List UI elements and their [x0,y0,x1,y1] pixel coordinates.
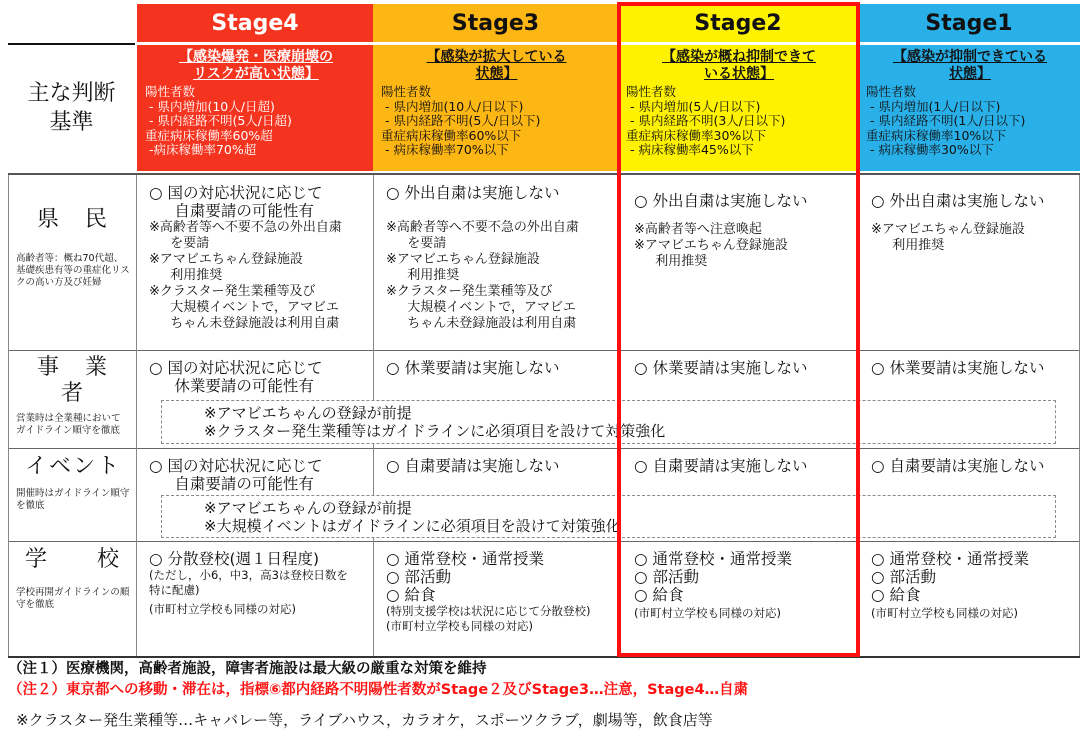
stage3-criteria: 【感染が拡大している 状態】 陽性者数 - 県内増加(10人/日以下) - 県内経路不明(5人/日以下) 重症病床稼働率60%以下 - 病床稼働率70%以下 [373,45,618,171]
row-title-business: 事 業 者 [36,355,134,406]
cell-citizens-stage1: ○ 外出自粛は実施しない ※アマビエちゃん登録施設 利用推奨 [871,192,1045,253]
row-head-events [10,452,134,539]
stage2-criteria-title: 【感染が概ね抑制できて いる状態】 [662,49,816,82]
row-title-schools: 学 校 [24,547,121,572]
stage4-header: Stage4 [137,4,373,42]
cell-business-stage2: ○ 休業要請は実施しない [634,359,808,377]
rule-criteria-bottom [8,173,1080,175]
business-shared-note-box: ※アマビエちゃんの登録が前提 ※クラスター発生業種等はガイドラインに必須項目を設けて対策強化 [161,400,1056,444]
row-note-business: 営業時は全業種においてガイドライン順守を徹底 [16,413,121,436]
rule-row-3 [8,541,1080,542]
cell-citizens-stage3: ○ 外出自粛は実施しない ※高齢者等へ不要不急の外出自粛 を要請 ※アマビエちゃん登録施設 利用推奨 ※クラスター発生業種等及び 大規模イベントで，アマビエ ちゃん未登録施設は利用自粛 [386,184,579,331]
criteria-label: 主な判断 基準 [27,81,116,135]
footnote-1: （注１）医療機関，高齢者施設，障害者施設は最大級の厳重な対策を維持 [8,661,487,677]
row-title-events: イベント [24,454,121,479]
cell-citizens-stage2: ○ 外出自粛は実施しない ※高齢者等へ注意喚起 ※アマビエちゃん登録施設 利用推奨 [634,192,808,269]
events-shared-note-box: ※アマビエちゃんの登録が前提 ※大規模イベントはガイドラインに必須項目を設けて対策強化 [161,495,1056,538]
cell-events-stage2: ○ 自粛要請は実施しない [634,457,808,475]
cell-business-stage3: ○ 休業要請は実施しない [386,359,560,377]
row-head-schools [10,545,134,653]
row-note-events: 開催時はガイドライン順守を徹底 [16,488,130,511]
stage1-criteria-title: 【感染が抑制できている 状態】 [893,49,1047,82]
stage3-criteria-title: 【感染が拡大している 状態】 [426,49,567,82]
cell-citizens-stage4: ○ 国の対応状況に応じて 自粛要請の可能性有 ※高齢者等へ不要不急の外出自粛 を要請 ※アマビエちゃん登録施設 利用推奨 ※クラスター発生業種等及び 大規模イベントで，アマビエ ちゃん未登録施設は利用自粛 [149,184,342,331]
row-head-business [10,353,134,446]
rule-table-bottom [8,656,1080,658]
stage2-header: Stage2 [618,4,858,42]
rule-col-0 [8,175,9,656]
cell-schools-stage1: ○ 通常登校・通常授業 ○ 部活動 ○ 給食 (市町村立学校も同様の対応) [871,550,1029,620]
row-head-citizens [10,205,134,345]
stage1-criteria: 【感染が抑制できている 状態】 陽性者数 - 県内増加(1人/日以下) - 県内経路不明(1人/日以下) 重症病床稼働率10%以下 - 病床稼働率30%以下 [858,45,1080,171]
rule-row-1 [8,350,1080,351]
row-note-schools: 学校再開ガイドラインの順守を徹底 [16,587,130,610]
rule-under-header [8,43,135,45]
cell-schools-stage2: ○ 通常登校・通常授業 ○ 部活動 ○ 給食 (市町村立学校も同様の対応) [634,550,792,620]
stage2-highlight-frame [617,2,860,657]
cell-events-stage3: ○ 自粛要請は実施しない [386,457,560,475]
cell-schools-stage4: ○ 分散登校(週１日程度) (ただし，小6，中3，高3は登校日数を 特に配慮) (市町村立学校も同様の対応) [149,550,348,616]
cell-events-stage4: ○ 国の対応状況に応じて 自粛要請の可能性有 [149,457,323,493]
stage1-header: Stage1 [858,4,1080,42]
corner-blank [8,4,135,42]
stage3-header: Stage3 [373,4,618,42]
cell-business-stage1: ○ 休業要請は実施しない [871,359,1045,377]
rule-col-5 [1079,175,1080,656]
cell-schools-stage3: ○ 通常登校・通常授業 ○ 部活動 ○ 給食 (特別支援学校は状況に応じて分散登校) (市町村立学校も同様の対応) [386,550,591,633]
rule-row-2 [8,448,1080,449]
stage4-criteria: 【感染爆発・医療崩壊の リスクが高い状態】 陽性者数 - 県内増加(10人/日超) - 県内経路不明(5人/日超) 重症病床稼働率60%超 -病床稼働率70%超 [137,45,373,171]
stage2-criteria: 【感染が概ね抑制できて いる状態】 陽性者数 - 県内増加(5人/日以下) - 県内経路不明(3人/日以下) 重症病床稼働率30%以下 - 病床稼働率45%以下 [618,45,858,171]
stage4-criteria-title: 【感染爆発・医療崩壊の リスクが高い状態】 [179,49,333,82]
cell-business-stage4: ○ 国の対応状況に応じて 休業要請の可能性有 [149,359,323,395]
row-title-citizens: 県 民 [36,207,109,232]
footnote-2: （注２）東京都への移動・滞在は，指標⑥都内経路不明陽性者数がStage２及びStage3…注意，Stage4…自粛 [8,682,749,698]
footnote-3: ※クラスター発生業種等…キャバレー等，ライブハウス，カラオケ，スポーツクラブ，劇場等，飲食店等 [16,711,713,729]
row-note-citizens: 高齢者等：概ね70代超、基礎疾患有等の重症化リスクの高い方及び妊婦 [16,253,130,288]
cell-events-stage1: ○ 自粛要請は実施しない [871,457,1045,475]
